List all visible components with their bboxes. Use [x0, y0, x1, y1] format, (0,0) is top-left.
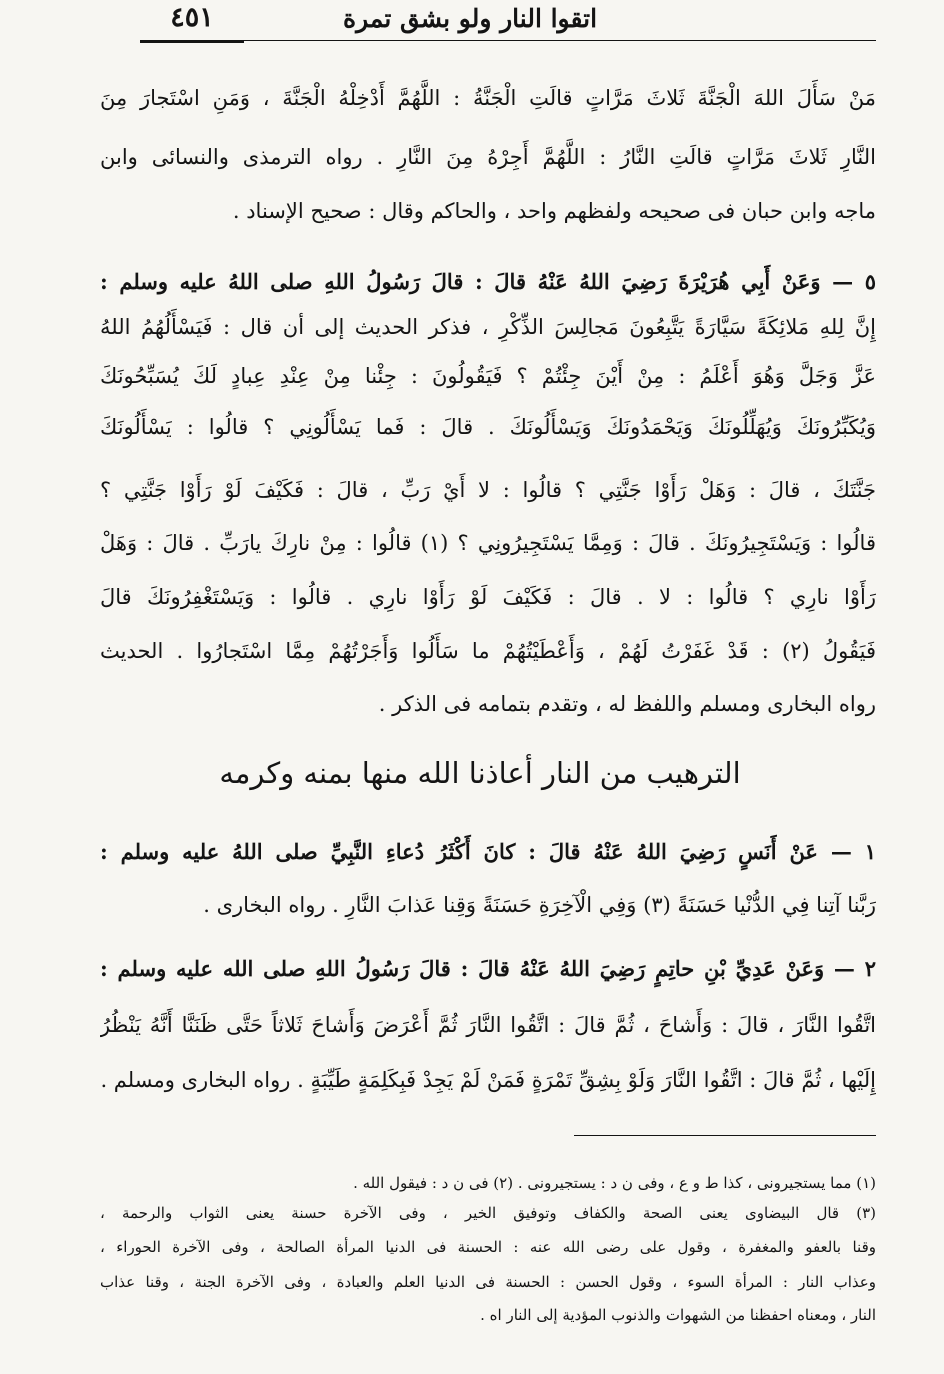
text-line: رَأَوْا نارِي ؟ قالُوا : لا . قالَ : فَكَيْفَ لَوْ رَأَوْا نارِي . قالُوا : وَيَسْتَغْفِرُونَكَ قالَ — [100, 585, 876, 609]
page-number: ٤٥١ — [170, 2, 214, 33]
hadith-5-line: ٥ — وَعَنْ أَبِي هُرَيْرَةَ رَضِيَ اللهُ عَنْهُ قالَ : قالَ رَسُولُ اللهِ صلى اللهُ عليه وسلم : — [100, 269, 876, 294]
header-rule-thick — [140, 40, 244, 43]
section-heading: الترهيب من النار أعاذنا الله منها بمنه وكرمه — [219, 756, 741, 790]
text-line: رواه البخارى ومسلم واللفظ له ، وتقدم بتمامه فى الذكر . — [378, 692, 876, 716]
hadith-1-line: ١ — عَنْ أَنَسٍ رَضِيَ اللهُ عَنْهُ قالَ : كانَ أَكْثَرُ دُعاءِ النَّبِيِّ صلى اللهُ عليه وسلم : — [100, 839, 876, 864]
text-line: جَنَّتَكَ ، قالَ : وَهَلْ رَأَوْا جَنَّتِي ؟ قالُوا : لا أَيْ رَبِّ ، قالَ : فَكَيْفَ لَوْ رَأَوْا جَنَّتِي ؟ — [100, 478, 876, 502]
text-line: رَبَّنا آتِنا فِي الدُّنْيا حَسَنَةً (٣) وَفِي الْآخِرَةِ حَسَنَةً وَقِنا عَذابَ النَّارِ . رواه البخارى . — [203, 893, 876, 917]
text-line: ماجه وابن حبان فى صحيحه ولفظهم واحد ، والحاكم وقال : صحيح الإسناد . — [232, 199, 876, 223]
text-line: قالُوا : وَيَسْتَجِيرُونَكَ . قالَ : وَمِمَّا يَسْتَجِيرُونِي ؟ (١) قالُوا : مِنْ نارِكَ يارَبِّ . قالَ : وَهَلْ — [100, 531, 876, 555]
hadith-2-line: ٢ — وَعَنْ عَدِيِّ بْنِ حاتِمٍ رَضِيَ اللهُ عَنْهُ قالَ : قالَ رَسُولُ اللهِ صلى الله عليه وسلم : — [100, 956, 876, 981]
footnote-line: النار ، ومعناه احفظنا من الشهوات والذنوب المؤدية إلى النار اه . — [480, 1306, 876, 1324]
text-line: عَزَّ وَجَلَّ وَهُوَ أَعْلَمُ : مِنْ أَيْنَ جِئْتُمْ ؟ فَيَقُولُونَ : جِئْنا مِنْ عِنْدِ عِبادٍ لَكَ يُسَبِّحُونَكَ — [100, 364, 876, 388]
text-line: النَّارِ ثَلاثَ مَرَّاتٍ قالَتِ النَّارُ : اللَّهُمَّ أَجِرْهُ مِنَ النَّارِ . رواه الترمذى والنسائى وابن — [100, 145, 876, 169]
footnote-line: (٣) قال البيضاوى يعنى الصحة والكفاف وتوفيق الخير ، وفى الآخرة حسنة يعنى الثواب والرحمة ، — [100, 1204, 876, 1222]
text-line: مَنْ سَأَلَ اللهَ الْجَنَّةَ ثَلاثَ مَرَّاتٍ قالَتِ الْجَنَّةُ : اللَّهُمَّ أَدْخِلْهُ الْجَنَّةَ ، وَمَنِ اسْتَجارَ مِنَ — [100, 86, 876, 110]
footnote-rule — [574, 1135, 876, 1136]
text-line: إِنَّ لِلهِ مَلائِكَةً سَيَّارَةً يَتَّبِعُونَ مَجالِسَ الذِّكْرِ ، فذكر الحديث إلى أن قال : فَيَسْأَلُهُمُ اللهُ — [100, 315, 876, 339]
running-title: اتقوا النار ولو بشق تمرة — [342, 4, 598, 33]
text-line: وَيُكَبِّرُونَكَ وَيُهَلِّلُونَكَ وَيَحْمَدُونَكَ وَيَسْأَلُونَكَ . قالَ : فَما يَسْأَلُونِي ؟ قالُوا : يَسْأَلُونَكَ — [100, 415, 876, 439]
text-line: فَيَقُولُ (٢) : قَدْ غَفَرْتُ لَهُمْ ، وَأَعْطَيْتُهُمْ ما سَأَلُوا وَأَجَرْتُهُمْ مِمَّا اسْتَجارُوا . الحديث — [100, 639, 876, 663]
footnote-line: وقنا بالعفو والمغفرة ، وقول على رضى الله عنه : الحسنة فى الدنيا المرأة الصالحة ، وفى الآخرة الحوراء ، — [100, 1238, 876, 1256]
text-line: اتَّقُوا النَّارَ ، قالَ : وَأَشاحَ ، ثُمَّ قالَ : اتَّقُوا النَّارَ ثُمَّ أَعْرَضَ وَأَشاحَ ثَلاثاً حَتَّى ظَنَنَّا أَنَّهُ يَنْظُرُ — [100, 1013, 876, 1037]
text-line: إِلَيْها ، ثُمَّ قالَ : اتَّقُوا النَّارَ وَلَوْ بِشِقِّ تَمْرَةٍ فَمَنْ لَمْ يَجِدْ فَبِكَلِمَةٍ طَيِّبَةٍ . رواه البخارى ومسلم . — [100, 1068, 876, 1092]
footnote-line: (١) مما يستجيرونى ، كذا ط و ع ، وفى ن د : يستجيرونى . (٢) فى ن د : فيقول الله . — [353, 1174, 876, 1192]
header-rule — [244, 40, 876, 41]
footnote-line: وعذاب النار : المرأة السوء ، وقول الحسن : الحسنة فى الدنيا العلم والعبادة ، وفى الآخرة الجنة ، وقنا عذاب — [100, 1273, 876, 1291]
